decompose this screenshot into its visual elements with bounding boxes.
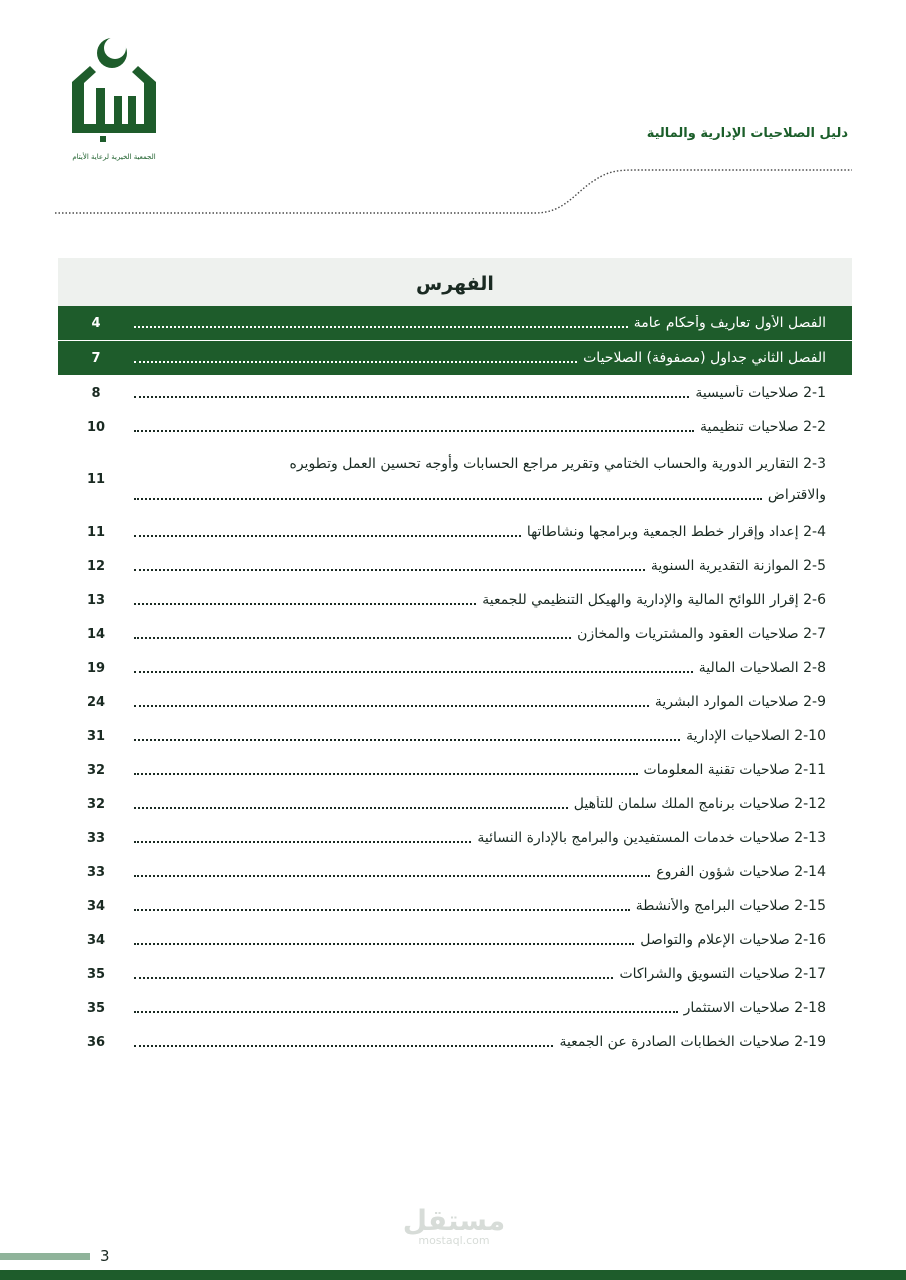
- organization-logo: [62, 36, 166, 166]
- toc-item-title: 2-16 صلاحيات الإعلام والتواصل: [640, 932, 826, 948]
- leader-dots: [134, 841, 471, 843]
- toc-item-title: 2-14 صلاحيات شؤون الفروع: [656, 864, 826, 880]
- toc-item-title: 2-12 صلاحيات برنامج الملك سلمان للتأهيل: [573, 796, 826, 812]
- toc-page-number: 34: [86, 932, 106, 948]
- toc-item[interactable]: [58, 787, 852, 821]
- toc-item[interactable]: [58, 957, 852, 991]
- leader-dots: [134, 569, 645, 571]
- toc-page-number: 32: [86, 796, 106, 812]
- toc-item-title: 2-6 إقرار اللوائح المالية والإدارية والهيكل التنظيمي للجمعية: [482, 592, 826, 608]
- toc-heading: الفهرس: [58, 258, 852, 306]
- toc-item[interactable]: [58, 376, 852, 410]
- toc-page-number: 12: [86, 558, 106, 574]
- leader-dots: [134, 498, 762, 500]
- toc-chapter-2[interactable]: [58, 341, 852, 375]
- toc-chapter-1[interactable]: [58, 306, 852, 340]
- toc-page-number: 19: [86, 660, 106, 676]
- toc-item-title: 2-9 صلاحيات الموارد البشرية: [654, 694, 826, 710]
- leader-dots: [134, 1045, 553, 1047]
- toc-page-number: 10: [86, 419, 106, 435]
- toc-page-number: 33: [86, 864, 106, 880]
- leader-dots: [134, 739, 680, 741]
- leader-dots: [134, 705, 649, 707]
- toc-item-title: 2-2 صلاحيات تنظيمية: [700, 419, 826, 435]
- toc-page-number: 35: [86, 1000, 106, 1016]
- leader-dots: [134, 430, 694, 432]
- toc-item[interactable]: [58, 855, 852, 889]
- toc-item[interactable]: [58, 889, 852, 923]
- leader-dots: [134, 977, 613, 979]
- watermark: [396, 1204, 512, 1247]
- page-number: 3: [100, 1247, 110, 1265]
- toc-item-title: 2-4 إعداد وإقرار خطط الجمعية وبرامجها ونشاطاتها: [526, 524, 826, 540]
- toc-page-number: 32: [86, 762, 106, 778]
- leader-dots: [134, 943, 634, 945]
- toc-page-number: 35: [86, 966, 106, 982]
- toc-page-number: 4: [91, 315, 101, 331]
- leader-dots: [134, 361, 577, 363]
- toc-page-number: 13: [86, 592, 106, 608]
- toc-item-title: 2-15 صلاحيات البرامج والأنشطة: [635, 898, 826, 914]
- toc-item-title: 2-18 صلاحيات الاستثمار: [683, 1000, 826, 1016]
- toc-item[interactable]: [58, 549, 852, 583]
- toc-item[interactable]: [58, 719, 852, 753]
- toc-chapter-title: الفصل الأول تعاريف وأحكام عامة: [633, 315, 826, 331]
- toc-item[interactable]: [58, 410, 852, 444]
- toc-page-number: 34: [86, 898, 106, 914]
- toc-item[interactable]: [58, 685, 852, 719]
- toc-page-number: 8: [91, 385, 101, 401]
- toc-item-title-line2: والاقتراض: [767, 486, 826, 503]
- toc-item[interactable]: [58, 753, 852, 787]
- leader-dots: [134, 637, 571, 639]
- footer-bar: [0, 1270, 906, 1280]
- toc-item[interactable]: [58, 1025, 852, 1059]
- watermark-url: mostaql.com: [418, 1234, 490, 1247]
- leader-dots: [134, 603, 476, 605]
- toc-page-number: 7: [91, 350, 101, 366]
- logo-caption: الجمعية الخيرية لرعاية الأيتام: [72, 153, 156, 161]
- toc-item[interactable]: [58, 821, 852, 855]
- toc-page-number: 14: [86, 626, 106, 642]
- leader-dots: [134, 875, 650, 877]
- toc-page-number: 11: [86, 472, 106, 487]
- leader-dots: [134, 671, 693, 673]
- toc-page-number: 33: [86, 830, 106, 846]
- leader-dots: [134, 535, 521, 537]
- toc-item-title: 2-5 الموازنة التقديرية السنوية: [650, 558, 826, 574]
- toc-item[interactable]: [58, 651, 852, 685]
- toc-item[interactable]: [58, 515, 852, 549]
- toc-item[interactable]: [58, 617, 852, 651]
- toc-item[interactable]: [58, 583, 852, 617]
- leader-dots: [134, 807, 568, 809]
- toc-item-title: 2-17 صلاحيات التسويق والشراكات: [619, 966, 826, 982]
- toc-page-number: 24: [86, 694, 106, 710]
- toc-item-title: 2-10 الصلاحيات الإدارية: [686, 728, 826, 744]
- leader-dots: [134, 773, 638, 775]
- header-divider: [0, 160, 906, 220]
- toc-item[interactable]: [58, 923, 852, 957]
- leader-dots: [134, 1011, 678, 1013]
- watermark-arabic: مستقل: [402, 1204, 506, 1237]
- toc-item-title: 2-1 صلاحيات تأسيسية: [695, 385, 826, 401]
- table-of-contents: [58, 306, 852, 1059]
- toc-item-title: 2-7 صلاحيات العقود والمشتريات والمخازن: [577, 626, 826, 642]
- toc-page-number: 36: [86, 1034, 106, 1050]
- toc-page-number: 31: [86, 728, 106, 744]
- footer-accent-bar: [0, 1253, 90, 1260]
- leader-dots: [134, 326, 628, 328]
- toc-item-title: 2-11 صلاحيات تقنية المعلومات: [643, 762, 826, 778]
- toc-item[interactable]: [58, 444, 852, 515]
- toc-item-title: 2-19 صلاحيات الخطابات الصادرة عن الجمعية: [559, 1034, 826, 1050]
- toc-item[interactable]: [58, 991, 852, 1025]
- toc-page-number: 11: [86, 524, 106, 540]
- document-title: دليل الصلاحيات الإدارية والمالية: [646, 126, 848, 141]
- toc-chapter-title: الفصل الثاني جداول (مصفوفة) الصلاحيات: [583, 350, 826, 366]
- toc-item-title: 2-8 الصلاحيات المالية: [698, 660, 826, 676]
- toc-item-title: 2-13 صلاحيات خدمات المستفيدين والبرامج بالإدارة النسائية: [477, 830, 826, 846]
- leader-dots: [134, 909, 630, 911]
- leader-dots: [134, 396, 689, 398]
- toc-item-title-line1: 2-3 التقارير الدورية والحساب الختامي وتقرير مراجع الحسابات وأوجه تحسين العمل وتطويره: [289, 455, 826, 472]
